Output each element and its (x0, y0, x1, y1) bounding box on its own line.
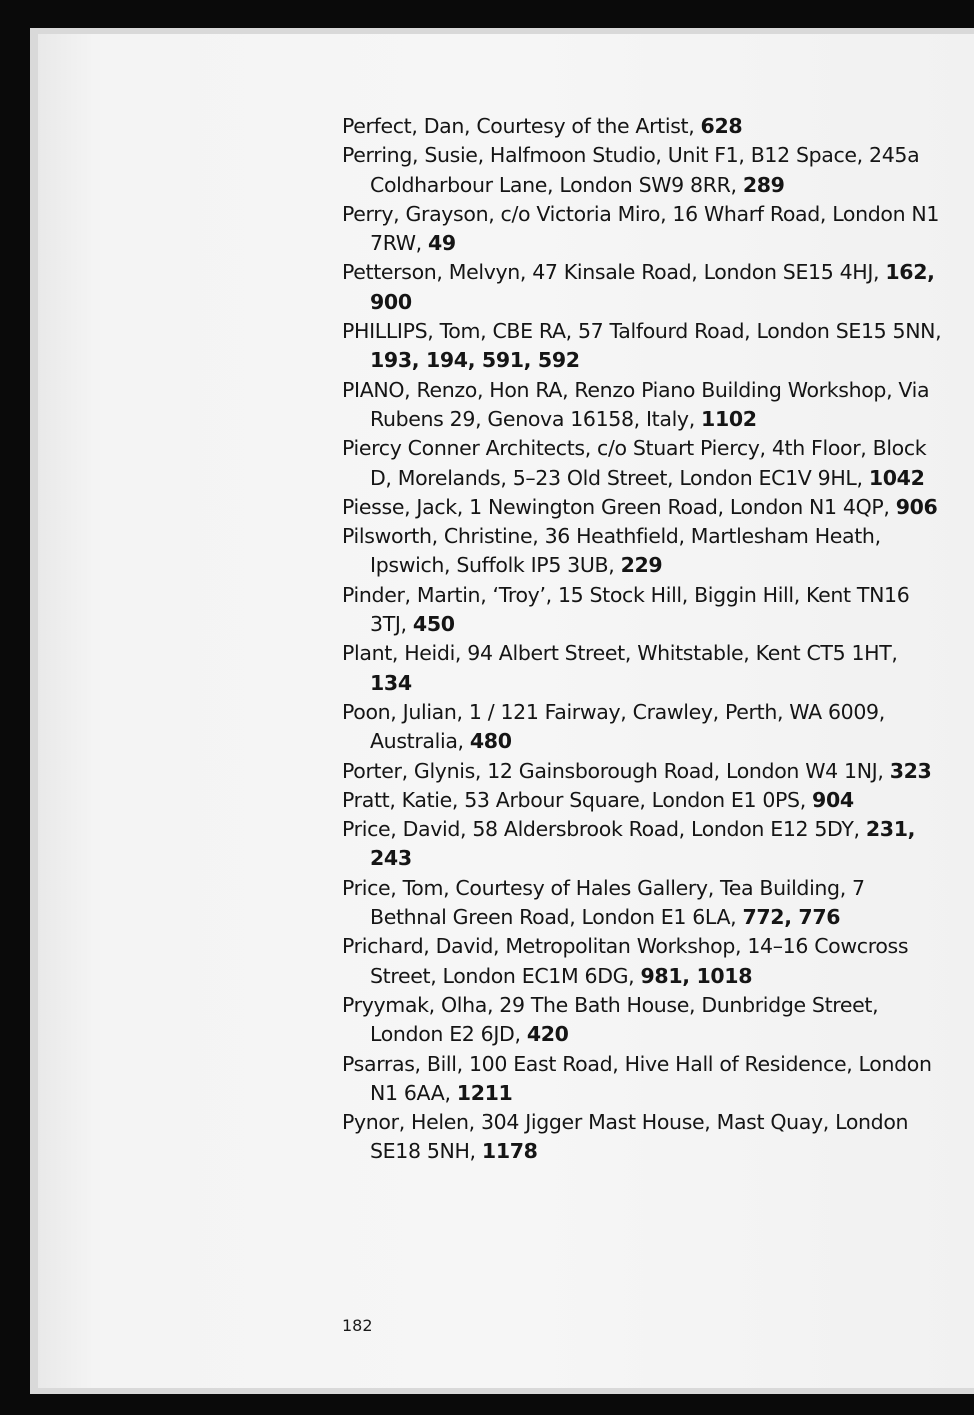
entry-text: Plant, Heidi, 94 Albert Street, Whitstable, Kent CT5 1HT, (342, 641, 898, 666)
entry-text: Prichard, David, Metropolitan Workshop, 14–16 Cowcross Street, London EC1M 6DG, (342, 934, 909, 988)
entry-pages: 628 (700, 114, 743, 138)
entry-pages: 904 (812, 787, 854, 812)
entry-text: Price, Tom, Courtesy of Hales Gallery, Tea Building, 7 Bethnal Green Road, London E1 6LA, (342, 875, 865, 930)
entry-text: PHILLIPS, Tom, CBE RA, 57 Talfourd Road, London SE15 5NN, (342, 319, 942, 344)
index-entry (342, 815, 942, 874)
index-entry (342, 757, 942, 786)
entry-pages: 1211 (456, 1080, 513, 1105)
entry-pages: 134 (370, 670, 412, 695)
entry-text: Petterson, Melvyn, 47 Kinsale Road, London SE15 4HJ, (342, 260, 886, 285)
entry-text: Price, David, 58 Aldersbrook Road, London E12 5DY, (342, 817, 866, 842)
entry-pages: 193, 194, 591, 592 (370, 348, 580, 373)
index-entry (342, 698, 942, 757)
entry-text: Perry, Grayson, c/o Victoria Miro, 16 Wharf Road, London N1 7RW, (342, 201, 940, 256)
entry-text: Psarras, Bill, 100 East Road, Hive Hall of Residence, London N1 6AA, (342, 1051, 932, 1105)
entry-pages: 772, 776 (742, 905, 841, 930)
entry-text: Pilsworth, Christine, 36 Heathfield, Martlesham Heath, Ipswich, Suffolk IP5 3UB, (342, 524, 881, 578)
entry-pages: 289 (742, 172, 785, 197)
index-entry (342, 141, 942, 200)
entry-pages: 162, 900 (370, 260, 935, 314)
index-entry (342, 932, 942, 991)
entry-text: Porter, Glynis, 12 Gainsborough Road, London W4 1NJ, (342, 758, 890, 783)
entry-pages: 1042 (868, 465, 925, 490)
entry-pages: 420 (526, 1022, 569, 1047)
index-entry (342, 200, 942, 259)
index-entry (342, 376, 942, 435)
entry-pages: 1102 (701, 406, 757, 431)
entry-pages: 229 (620, 553, 663, 578)
index-entry (342, 317, 942, 376)
entry-pages: 1178 (481, 1139, 538, 1164)
index-entry (342, 991, 942, 1050)
entry-text: Piercy Conner Architects, c/o Stuart Piercy, 4th Floor, Block D, Morelands, 5–23 Old Street, London EC1V 9HL, (342, 436, 927, 490)
entry-text: Poon, Julian, 1 / 121 Fairway, Crawley, Perth, WA 6009, Australia, (342, 699, 885, 754)
entry-text: Pinder, Martin, ‘Troy’, 15 Stock Hill, Biggin Hill, Kent TN16 3TJ, (342, 582, 910, 637)
entry-pages: 981, 1018 (640, 963, 753, 988)
index-entry (342, 434, 942, 493)
entry-text: Pynor, Helen, 304 Jigger Mast House, Mast Quay, London SE18 5NH, (342, 1110, 909, 1164)
entry-pages: 906 (895, 494, 938, 519)
index-entry (342, 1050, 942, 1109)
entry-text: Piesse, Jack, 1 Newington Green Road, London N1 4QP, (342, 494, 896, 519)
index-entries (342, 112, 942, 1167)
entry-pages: 450 (412, 612, 455, 637)
index-entry (342, 874, 942, 933)
index-entry (342, 581, 942, 640)
index-entry (342, 786, 942, 815)
entry-text: Pryymak, Olha, 29 The Bath House, Dunbridge Street, London E2 6JD, (342, 992, 879, 1047)
index-entry (342, 522, 942, 581)
index-entry (342, 112, 942, 141)
entry-text: Perring, Susie, Halfmoon Studio, Unit F1, B12 Space, 245a Coldharbour Lane, London SW9 8RR, (342, 143, 920, 197)
index-entry (342, 639, 942, 698)
index-entry (342, 1108, 942, 1167)
entry-pages: 49 (428, 231, 456, 256)
index-entry (342, 493, 942, 522)
page-number: 182 (342, 1316, 373, 1335)
entry-pages: 480 (469, 729, 512, 754)
entry-text: Pratt, Katie, 53 Arbour Square, London E1 0PS, (342, 787, 813, 812)
index-entry (342, 258, 942, 317)
entry-text: PIANO, Renzo, Hon RA, Renzo Piano Building Workshop, Via Rubens 29, Genova 16158, Italy, (342, 377, 930, 431)
entry-text: Perfect, Dan, Courtesy of the Artist, (342, 114, 701, 138)
entry-pages: 231, 243 (370, 817, 916, 871)
entry-pages: 323 (889, 758, 932, 783)
